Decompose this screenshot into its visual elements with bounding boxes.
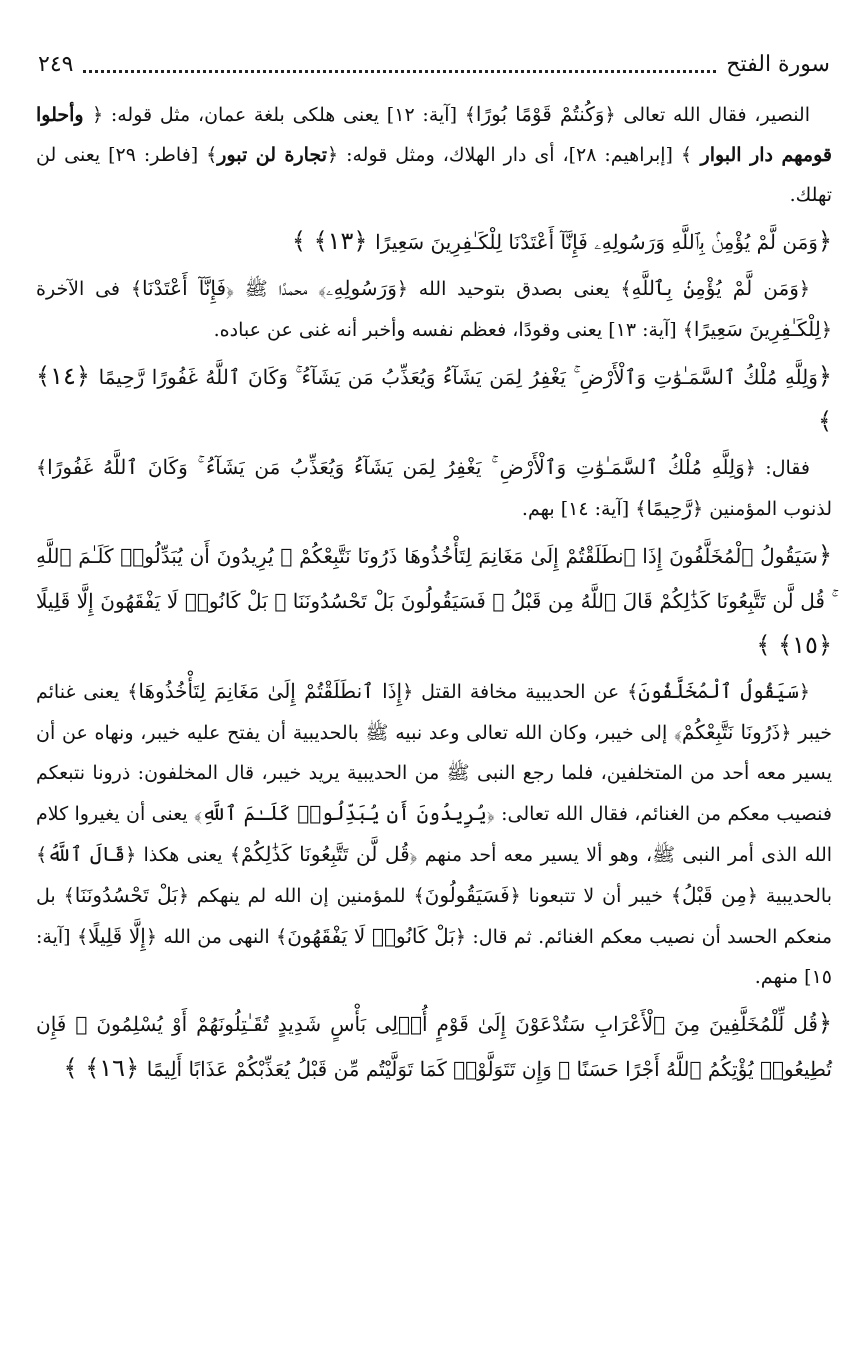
ornate-bracket: ﴿ bbox=[177, 885, 189, 907]
quran-text: قُل لِّلْمُخَلَّفِينَ مِنَ ٱلْأَعْرَابِ سَتُدْعَوْنَ إِلَىٰ قَوْمٍ أُو۟لِى بَأْسٍ شَدِيدٍ تُقَـٰتِلُونَهُمْ أَوْ يُسْلِمُونَ ۖ فَإِن تُطِيعُوا۟ يُؤْتِكُمُ ٱللَّهُ أَجْرًا حَسَنًا ۖ وَإِن تَتَوَلَّوْا۟ كَمَا تَوَلَّيْتُم مِّن قَبْلُ يُعَذِّبْكُمْ عَذَابًا أَلِيمًا bbox=[36, 1012, 832, 1081]
commentary-text: إلى خيبر، وكان الله تعالى وعد نبيه ﷺ بالحديبية أن يفتح عليه خيبر، ونهاه عن أن يسير معه أحد من المتخلفين، فلما رجع النبى ﷺ من الحديبية يريد خيبر، قال المخلفون: ذرونا نتبعكم فنصيب معكم من الغنائم، فقال الله تعالى: bbox=[36, 722, 832, 825]
quran-text: ذَرُونَا نَتَّبِعْكُمْ bbox=[681, 720, 781, 744]
ornate-bracket: ﴾ bbox=[318, 278, 327, 300]
ornate-bracket: ﴾ bbox=[229, 844, 242, 866]
ornate-bracket: ﴾ bbox=[63, 1054, 78, 1082]
commentary-text: النصير، فقال الله تعالى bbox=[615, 104, 810, 126]
quran-text: يُرِيدُونَ أَن يُبَدِّلُوا۟ كَلَـٰمَ ٱللَّهِ bbox=[201, 801, 487, 825]
quran-text: وَكُنتُمْ قَوْمًا بُورًا bbox=[475, 102, 605, 126]
header-dotted-leader bbox=[83, 56, 716, 73]
ornate-bracket: ﴾ bbox=[193, 803, 202, 825]
ornate-bracket: ﴾ bbox=[620, 278, 632, 300]
ornate-bracket: ﴾ bbox=[36, 457, 48, 479]
page-number: ٢٤٩ bbox=[38, 51, 74, 77]
commentary-text: عن الحديبية مخافة القتل bbox=[413, 681, 628, 703]
quran-verse-block bbox=[36, 354, 832, 443]
commentary-text: خيبر أن لا تتبعونا bbox=[520, 885, 671, 907]
ornate-bracket: ﴾ bbox=[464, 104, 476, 126]
ornate-bracket: ﴿ bbox=[817, 227, 832, 255]
ornate-bracket: ﴿ bbox=[746, 885, 759, 907]
commentary-text: [آية: ١٣] يعنى وقودًا، فعظم نفسه وأخبر أنه غنى عن عباده. bbox=[213, 319, 683, 341]
ornate-bracket: ﴿ bbox=[486, 803, 495, 825]
quran-text: إِلَّا قَلِيلًا bbox=[88, 924, 146, 948]
ornate-bracket: ﴾ bbox=[682, 319, 694, 341]
ornate-bracket: ﴾ bbox=[670, 885, 682, 907]
verse-number: ﴿١٣﴾ bbox=[305, 227, 376, 255]
quran-text: فَسَيَقُولُونَ bbox=[424, 883, 510, 907]
quran-verse-block bbox=[36, 219, 832, 264]
ornate-bracket: ﴿ bbox=[402, 681, 414, 703]
commentary-text: بل منعكم الحسد أن نصيب معكم الغنائم. ثم قال: bbox=[36, 885, 832, 948]
quran-text: سَيَقُولُ ٱلْمُخَلَّفُونَ إِذَا ٱنطَلَقْتُمْ إِلَىٰ مَغَانِمَ لِتَأْخُذُوهَا ذَرُونَا نَتَّبِعْكُمْ ۖ يُرِيدُونَ أَن يُبَدِّلُوا۟ كَلَـٰمَ ٱللَّهِ ۚ قُل لَّن تَتَّبِعُونَا كَذَٰلِكُمْ قَالَ ٱللَّهُ مِن قَبْلُ ۖ فَسَيَقُولُونَ بَلْ تَحْسُدُونَنَا ۚ بَلْ كَانُوا۟ لَا يَفْقَهُونَ إِلَّا قَلِيلًا bbox=[36, 544, 832, 613]
ornate-bracket: ﴿ bbox=[780, 722, 792, 744]
ornate-bracket: ﴾ bbox=[413, 885, 425, 907]
ornate-bracket: ﴾ bbox=[127, 681, 139, 703]
commentary-text: لذنوب المؤمنين bbox=[703, 498, 832, 520]
quran-text: بَلْ كَانُوا۟ لَا يَفْقَهُونَ bbox=[287, 924, 455, 948]
commentary-text: النهى من الله bbox=[157, 926, 277, 948]
commentary-text: محمدًا ﷺ bbox=[233, 278, 319, 300]
verse-number: ﴿١٥﴾ bbox=[770, 631, 832, 659]
commentary-text: للمؤمنين إن الله لم ينهكم bbox=[188, 885, 414, 907]
ornate-bracket: ﴾ bbox=[63, 885, 75, 907]
ornate-bracket: ﴾ bbox=[674, 722, 682, 744]
ornate-bracket: ﴿ bbox=[692, 498, 704, 520]
ornate-bracket: ﴾ bbox=[130, 278, 142, 300]
ornate-bracket: ﴿ bbox=[145, 926, 158, 948]
commentary-text: يعنى أن يغيروا كلام الله الذى أمر النبى ﷺ، وهو ألا يسير معه أحد منهم bbox=[36, 803, 833, 866]
cited-verse-text: وأحلوا قومهم دار البوار bbox=[36, 104, 832, 166]
quran-text: سَيَقُولُ ٱلْمُخَلَّفُونَ bbox=[638, 679, 799, 703]
commentary-paragraph bbox=[36, 94, 832, 215]
cited-verse-text: تجارة لن تبور bbox=[217, 144, 328, 166]
ornate-bracket: ﴿ bbox=[454, 926, 467, 948]
commentary-text: فى الآخرة bbox=[36, 278, 131, 300]
ornate-bracket: ﴿ bbox=[817, 362, 832, 390]
ornate-bracket: ﴿ bbox=[817, 1009, 832, 1037]
quran-text: وَمَن لَّمْ يُؤْمِنۢ بِٱللَّهِ وَرَسُولِهِۦ فَإِنَّآ أَعْتَدْنَا لِلْكَـٰفِرِينَ سَعِيرًا bbox=[375, 230, 818, 254]
quran-text: إِذَا ٱنطَلَقْتُمْ إِلَىٰ مَغَانِمَ لِتَأْخُذُوهَا bbox=[138, 679, 403, 703]
quran-text: رَّحِيمًا bbox=[646, 496, 693, 520]
ornate-bracket: ﴾ bbox=[76, 926, 89, 948]
commentary-text: يعنى غنائم خيبر bbox=[36, 681, 832, 744]
page-header bbox=[38, 44, 830, 84]
quran-text: وَلِلَّهِ مُلْكُ ٱلسَّمَـٰوَٰتِ وَٱلْأَرْضِ ۚ يَغْفِرُ لِمَن يَشَآءُ وَيُعَذِّبُ مَن يَشَآءُ ۚ وَكَانَ ٱللَّهُ غَفُورًا bbox=[47, 455, 745, 479]
ornate-bracket: ﴿ bbox=[744, 457, 756, 479]
ornate-bracket: ﴿ bbox=[226, 278, 234, 300]
ornate-bracket: ﴾ bbox=[756, 631, 771, 659]
commentary-text: بالحديبية bbox=[758, 885, 832, 907]
commentary-paragraph bbox=[36, 671, 832, 997]
ornate-bracket: ﴾ bbox=[276, 926, 288, 948]
ornate-bracket: ﴾ bbox=[635, 498, 647, 520]
ornate-bracket: ﴾ bbox=[36, 844, 48, 866]
ornate-bracket: ﴿ bbox=[409, 844, 418, 866]
commentary-text: فقال: bbox=[755, 457, 810, 479]
quran-verse-block bbox=[36, 533, 832, 667]
commentary-paragraph bbox=[36, 447, 832, 529]
surah-title: سورة الفتح bbox=[726, 51, 830, 77]
ornate-bracket: ﴿ bbox=[820, 319, 832, 341]
quran-text: قُل لَّن تَتَّبِعُونَا كَذَٰلِكُمْ bbox=[241, 842, 410, 866]
commentary-text: [إبراهيم: ٢٨]، أى دار الهلاك، ومثل قوله: bbox=[338, 144, 681, 166]
ornate-bracket: ﴿ bbox=[91, 104, 104, 126]
ornate-bracket: ﴾ bbox=[817, 407, 832, 435]
ornate-bracket: ﴾ bbox=[680, 144, 693, 166]
ornate-bracket: ﴿ bbox=[327, 144, 339, 166]
ornate-bracket: ﴾ bbox=[627, 681, 639, 703]
ornate-bracket: ﴾ bbox=[291, 227, 306, 255]
quran-verse-block bbox=[36, 1001, 832, 1091]
quran-text: قَالَ ٱللَّهُ bbox=[47, 842, 126, 866]
ornate-bracket: ﴿ bbox=[798, 278, 811, 300]
ornate-bracket: ﴿ bbox=[509, 885, 521, 907]
commentary-paragraph bbox=[36, 268, 832, 350]
quran-text: بَلْ تَحْسُدُونَنَا bbox=[74, 883, 178, 907]
ornate-bracket: ﴿ bbox=[798, 681, 810, 703]
commentary-text: يعنى هكذا bbox=[136, 844, 230, 866]
quran-text: مِن قَبْلُ bbox=[681, 883, 747, 907]
quran-text: وَرَسُولِهِۦ bbox=[326, 276, 397, 300]
quran-text: وَلِلَّهِ مُلْكُ ٱلسَّمَـٰوَٰتِ وَٱلْأَرْضِ ۚ يَغْفِرُ لِمَن يَشَآءُ وَيُعَذِّبُ مَن يَشَآءُ ۚ وَكَانَ ٱللَّهُ غَفُورًا رَّحِيمًا bbox=[98, 365, 818, 389]
ornate-bracket: ﴿ bbox=[817, 541, 832, 569]
ornate-bracket: ﴾ bbox=[206, 144, 218, 166]
commentary-text: [آية: ١٤] بهم. bbox=[521, 498, 636, 520]
commentary-text: [فاطر: ٢٩] يعنى لن تهلك. bbox=[36, 144, 832, 206]
commentary-text: [آية: ١٥] منهم. bbox=[36, 926, 832, 988]
verse-number: ﴿١٦﴾ bbox=[77, 1054, 147, 1082]
commentary-text: [آية: ١٢] يعنى هلكى بلغة عمان، مثل قوله: bbox=[103, 104, 465, 126]
quran-text: وَمَن لَّمْ يُؤْمِنۢ بِٱللَّهِ bbox=[631, 276, 799, 300]
ornate-bracket: ﴿ bbox=[125, 844, 137, 866]
commentary-text: يعنى بصدق بتوحيد الله bbox=[408, 278, 621, 300]
page-body bbox=[36, 94, 832, 1095]
quran-text: فَإِنَّآ أَعْتَدْنَا bbox=[141, 276, 227, 300]
quran-text: لِلْكَـٰفِرِينَ سَعِيرًا bbox=[693, 317, 821, 341]
verse-number: ﴿١٤﴾ bbox=[36, 362, 99, 390]
ornate-bracket: ﴿ bbox=[604, 104, 616, 126]
ornate-bracket: ﴿ bbox=[396, 278, 408, 300]
